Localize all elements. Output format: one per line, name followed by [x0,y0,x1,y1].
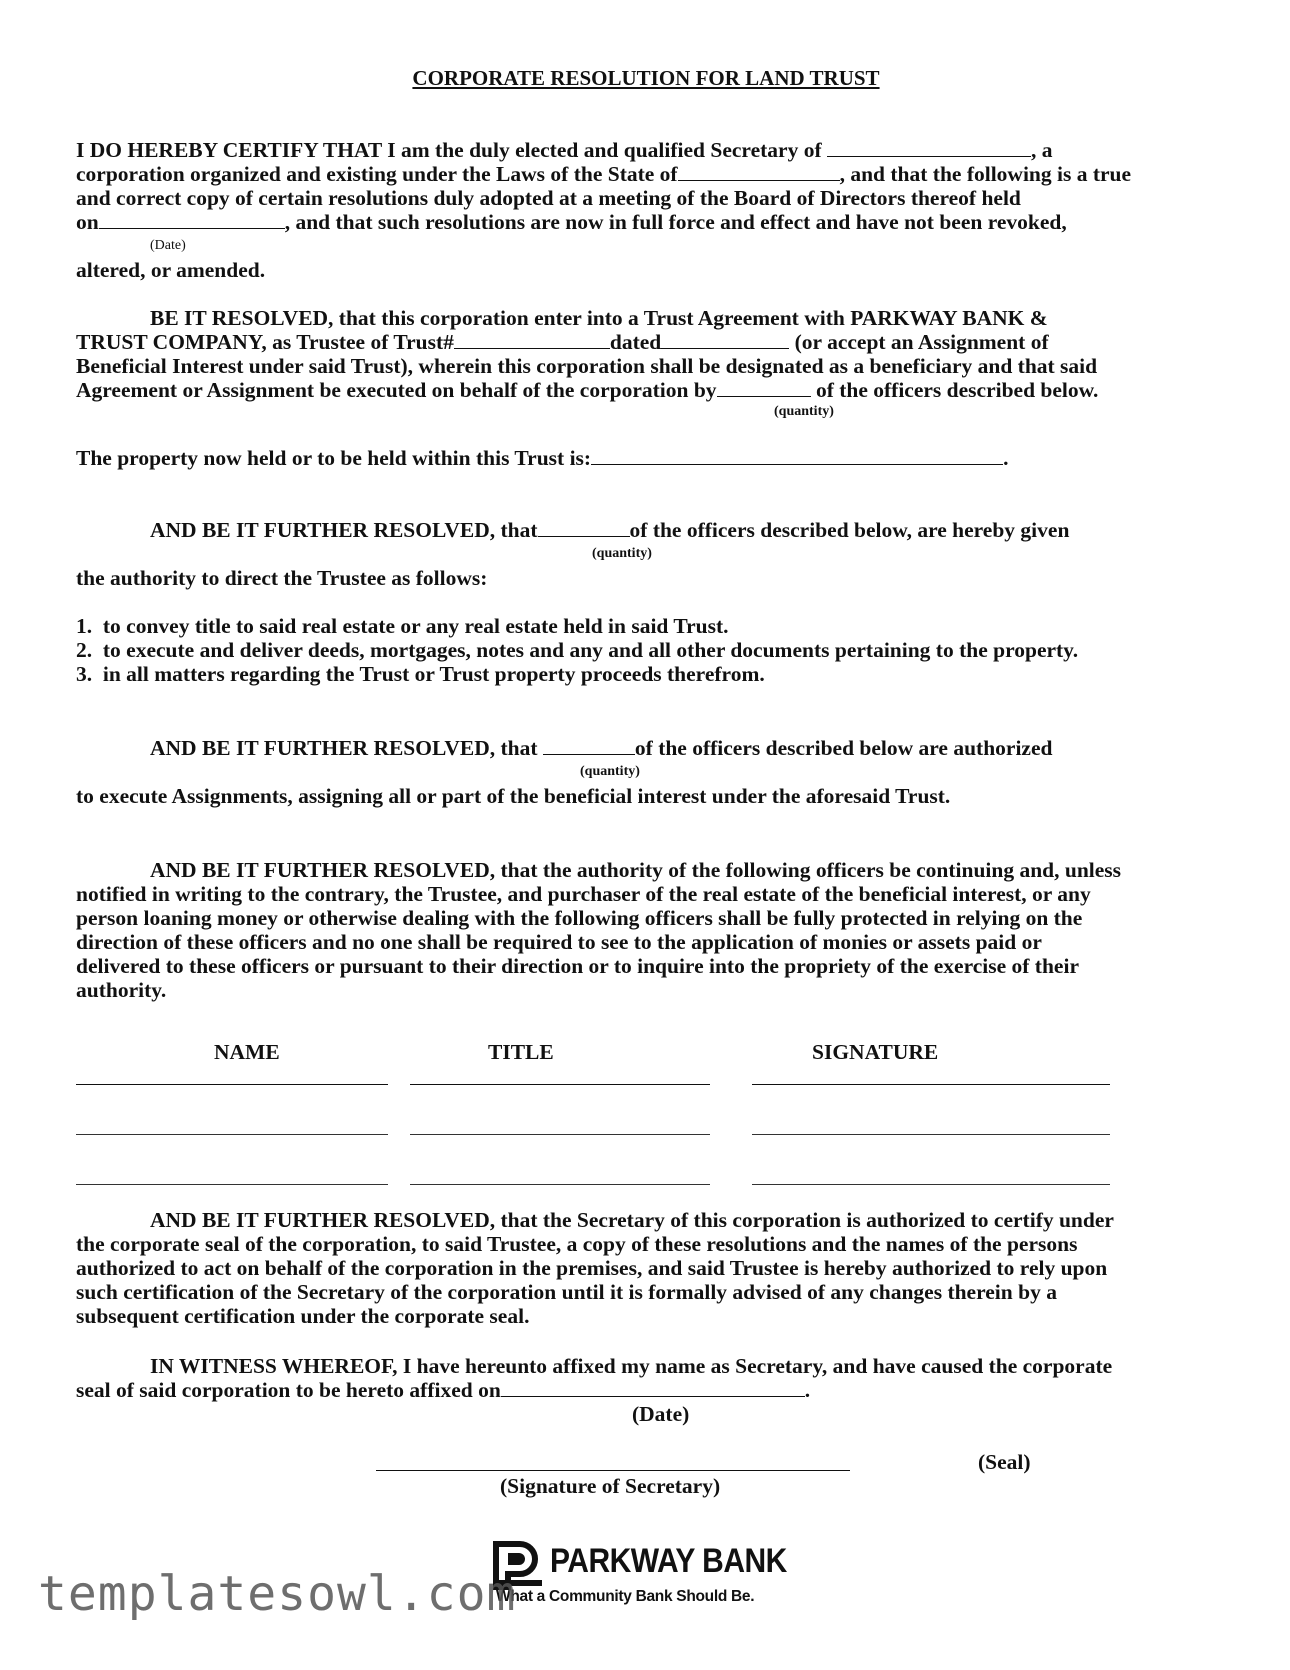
quantity-hint-3: (quantity) [580,764,640,779]
certify-line-5: altered, or amended. [76,258,266,282]
officer-3-name-line[interactable] [76,1184,388,1185]
resolved-line-1: BE IT RESOLVED, that this corporation enter into a Trust Agreement with PARKWAY BANK & [150,306,1048,330]
certify-line-3: and correct copy of certain resolutions duly adopted at a meeting of the Board of Directors thereof held [76,186,1021,210]
continuing-authority-line-4: direction of these officers and no one shall be required to see to the application of monies or assets paid or [76,930,1042,954]
quantity-field-1[interactable] [717,378,811,397]
property-line: The property now held or to be held within this Trust is: . [76,446,1009,470]
witness-line-2: seal of said corporation to be hereto affixed on . [76,1378,811,1402]
witness-date-label: (Date) [632,1402,690,1426]
date-hint: (Date) [150,238,186,253]
property-field[interactable] [591,446,1003,465]
secretary-certify-line-2: the corporate seal of the corporation, to said Trustee, a copy of these resolutions and the names of the persons [76,1232,1078,1256]
secretary-certify-line-1: AND BE IT FURTHER RESOLVED, that the Secretary of this corporation is authorized to certify under [150,1208,1114,1232]
column-header-name: NAME [214,1040,280,1064]
watermark: templatesowl.com [38,1566,517,1622]
further-resolved-1-line-1: AND BE IT FURTHER RESOLVED, that of the officers described below, are hereby given [150,518,1070,542]
officer-1-signature-line[interactable] [752,1084,1110,1085]
secretary-certify-line-4: such certification of the Secretary of the corporation until it is formally advised of any changes therein by a [76,1280,1057,1304]
certify-line-1: I DO HEREBY CERTIFY THAT I am the duly elected and qualified Secretary of , a [76,138,1053,162]
authority-item-1: 1. to convey title to said real estate or any real estate held in said Trust. [76,614,729,638]
further-resolved-2-line-1: AND BE IT FURTHER RESOLVED, that of the officers described below are authorized [150,736,1053,760]
logo-name: PARKWAY BANK [550,1542,787,1580]
continuing-authority-line-3: person loaning money or otherwise dealing with the following officers shall be fully protected in relying on the [76,906,1083,930]
seal-label: (Seal) [978,1450,1031,1474]
meeting-date-field[interactable] [99,210,285,229]
officer-3-title-line[interactable] [410,1184,710,1185]
document-title: CORPORATE RESOLUTION FOR LAND TRUST [412,66,880,90]
officer-2-title-line[interactable] [410,1134,710,1135]
officer-1-name-line[interactable] [76,1084,388,1085]
officer-3-signature-line[interactable] [752,1184,1110,1185]
continuing-authority-line-6: authority. [76,978,167,1002]
quantity-hint-1: (quantity) [774,404,834,419]
continuing-authority-line-1: AND BE IT FURTHER RESOLVED, that the authority of the following officers be continuing and, unless [150,858,1122,882]
further-resolved-2-line-2: to execute Assignments, assigning all or part of the beneficial interest under the aforesaid Trust. [76,784,951,808]
officer-2-name-line[interactable] [76,1134,388,1135]
witness-line-1: IN WITNESS WHEREOF, I have hereunto affixed my name as Secretary, and have caused the corporate [150,1354,1113,1378]
quantity-field-3[interactable] [543,736,635,755]
corporation-name-field[interactable] [827,138,1031,157]
secretary-certify-line-5: subsequent certification under the corporate seal. [76,1304,530,1328]
column-header-signature: SIGNATURE [812,1040,939,1064]
continuing-authority-line-5: delivered to these officers or pursuant to their direction or to inquire into the propriety of the exercise of their [76,954,1079,978]
secretary-signature-label: (Signature of Secretary) [500,1474,721,1498]
further-resolved-1-line-2: the authority to direct the Trustee as follows: [76,566,488,590]
continuing-authority-line-2: notified in writing to the contrary, the Trustee, and purchaser of the real estate of the beneficial interest, or any [76,882,1091,906]
resolved-line-4: Agreement or Assignment be executed on behalf of the corporation by of the officers described below. [76,378,1099,402]
resolved-line-3: Beneficial Interest under said Trust), wherein this corporation shall be designated as a beneficiary and that said [76,354,1098,378]
certify-line-4: on , and that such resolutions are now in full force and effect and have not been revoked, [76,210,1067,234]
secretary-signature-line[interactable] [376,1470,850,1471]
secretary-certify-line-3: authorized to act on behalf of the corporation in the premises, and said Trustee is hereby authorized to rely upon [76,1256,1108,1280]
authority-item-3: 3. in all matters regarding the Trust or Trust property proceeds therefrom. [76,662,765,686]
parkway-bank-logo [492,1540,787,1620]
authority-item-2: 2. to execute and deliver deeds, mortgages, notes and any and all other documents pertaining to the property. [76,638,1079,662]
column-header-title: TITLE [488,1040,554,1064]
quantity-hint-2: (quantity) [592,546,652,561]
trust-date-field[interactable] [661,330,789,349]
officer-1-title-line[interactable] [410,1084,710,1085]
officer-2-signature-line[interactable] [752,1134,1110,1135]
logo-tagline: What a Community Bank Should Be. [496,1588,755,1605]
certify-line-2: corporation organized and existing under the Laws of the State of , and that the following is a true [76,162,1132,186]
quantity-field-2[interactable] [538,518,630,537]
state-field[interactable] [678,162,840,181]
resolved-line-2: TRUST COMPANY, as Trustee of Trust# dated (or accept an Assignment of [76,330,1049,354]
trust-number-field[interactable] [454,330,610,349]
witness-date-field[interactable] [501,1378,805,1397]
